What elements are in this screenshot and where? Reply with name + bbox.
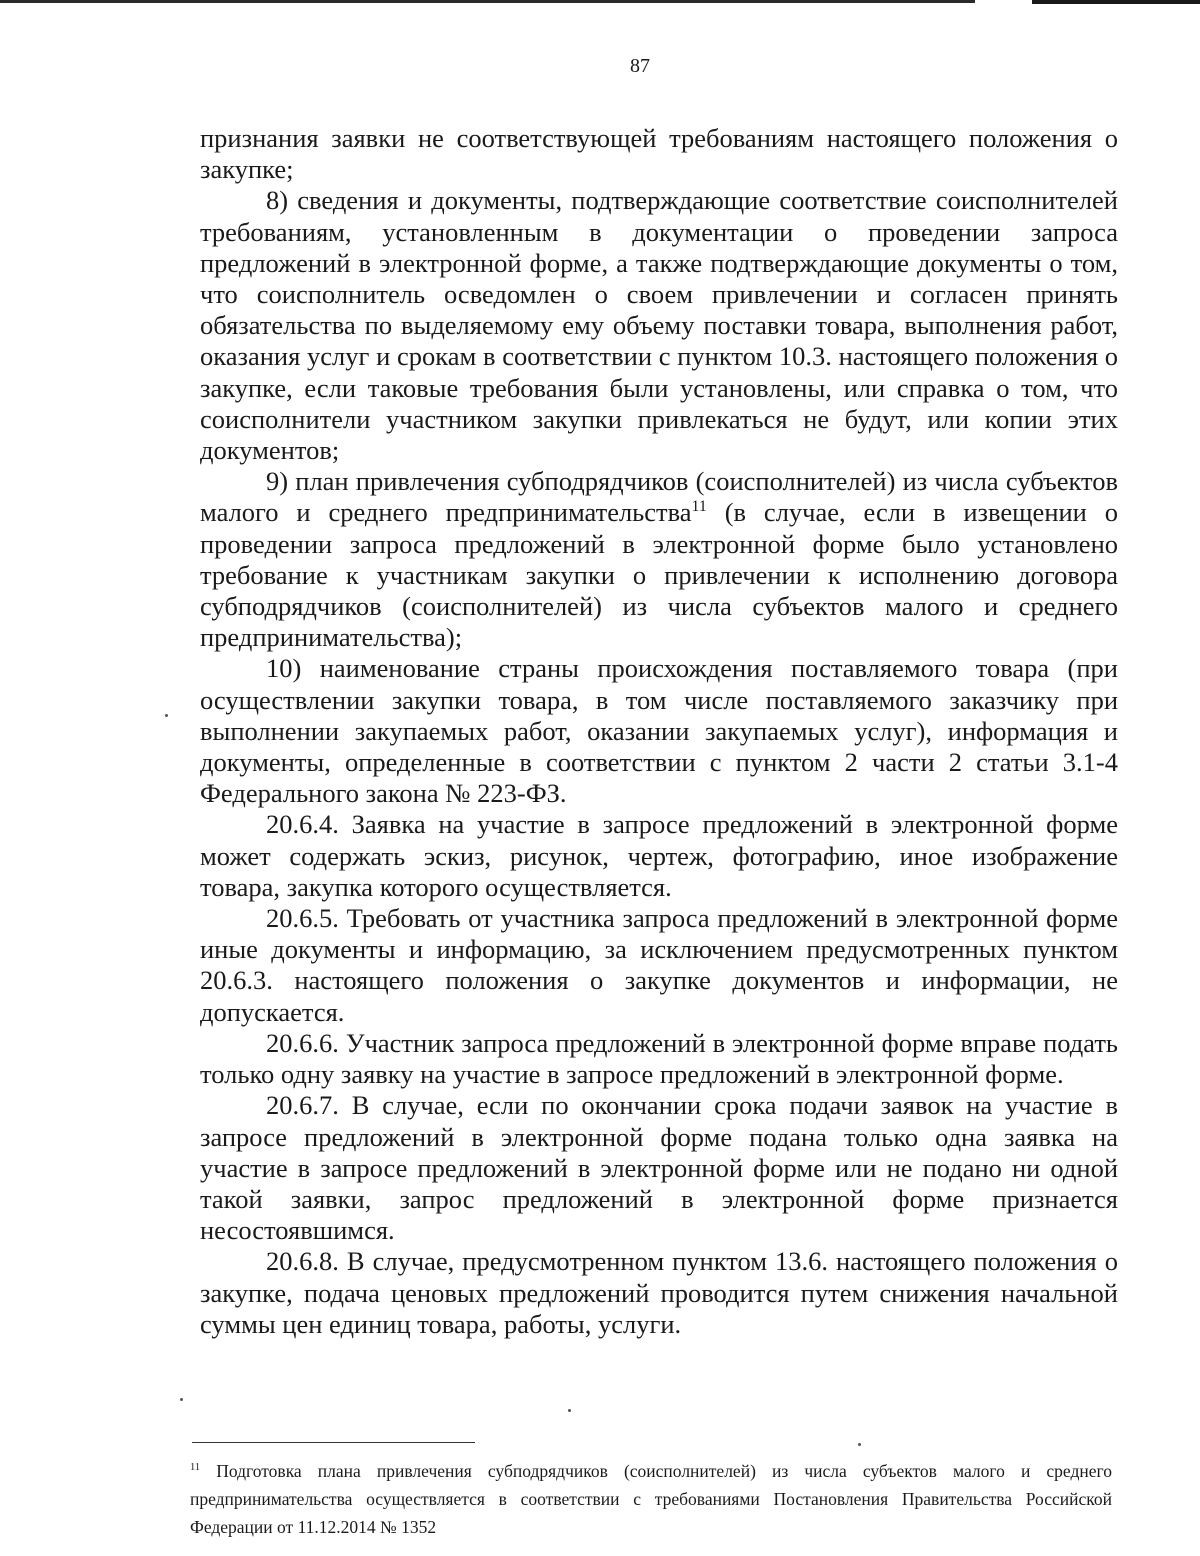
footnote-text: Подготовка плана привлечения субподрядчиков (соисполнителей) из числа субъектов малого и среднего предпринимательства осуществляется в соответствии с требованиями Постановления Правительства Российской Федерации от 11.12.2014 № 1352 [190, 1461, 1112, 1537]
page-number: 87 [630, 55, 650, 77]
scan-speck [568, 1409, 571, 1412]
item-9-text-before: 9) план привлечения субподрядчиков (соисполнителей) из числа субъектов малого и среднего предпринимательства [200, 466, 1118, 528]
scan-edge-line [0, 0, 975, 3]
paragraph-item-9 [200, 466, 1118, 653]
paragraph-item-8: 8) сведения и документы, подтверждающие соответствие соисполнителей требованиям, установленным в документации о проведении запроса предложений в электронной форме, а также подтверждающие документы о том, что соисполнитель осведомлен о своем привлечении и согласен принять обязательства по выделяемому ему объему поставки товара, выполнения работ, оказания услуг и срокам в соответствии с пунктом 10.3. настоящего положения о закупке, если таковые требования были установлены, или справка о том, что соисполнители участником закупки привлекаться не будут, или копии этих документов; [200, 185, 1118, 466]
scan-speck [858, 1443, 861, 1446]
footnote [190, 1457, 1112, 1541]
paragraph-20-6-6: 20.6.6. Участник запроса предложений в электронной форме вправе подать только одну заявку на участие в запросе предложений в электронной форме. [200, 1027, 1118, 1090]
footnote-reference[interactable]: 11 [691, 498, 707, 516]
scan-speck [165, 714, 168, 717]
footnote-marker: 11 [190, 1462, 201, 1474]
item-9-text-after: (в случае, если в извещении о проведении запроса предложений в электронной форме было установлено требование к участникам закупки о привлечении к исполнению договора субподрядчиков (соисполнителей) из числа субъектов малого и среднего предпринимательства); [200, 497, 1118, 653]
paragraph-20-6-4: 20.6.4. Заявка на участие в запросе предложений в электронной форме может содержать эскиз, рисунок, чертеж, фотографию, иное изображение товара, закупка которого осуществляется. [200, 809, 1118, 902]
scan-edge-line-right [1032, 0, 1200, 4]
paragraph-20-6-8: 20.6.8. В случае, предусмотренном пунктом 13.6. настоящего положения о закупке, подача ценовых предложений проводится путем снижения начальной суммы цен единиц товара, работы, услуги. [200, 1246, 1118, 1339]
scan-speck [180, 1398, 183, 1401]
paragraph-20-6-7: 20.6.7. В случае, если по окончании срока подачи заявок на участие в запросе предложений в электронной форме подана только одна заявка на участие в запросе предложений в электронной форме или не подано ни одной такой заявки, запрос предложений в электронной форме признается несостоявшимся. [200, 1090, 1118, 1246]
paragraph-continuation: признания заявки не соответствующей требованиям настоящего положения о закупке; [200, 123, 1118, 185]
paragraph-20-6-5: 20.6.5. Требовать от участника запроса предложений в электронной форме иные документы и информацию, за исключением предусмотренных пунктом 20.6.3. настоящего положения о закупке документов и информации, не допускается. [200, 903, 1118, 1027]
footnote-divider [192, 1442, 475, 1443]
paragraph-item-10: 10) наименование страны происхождения поставляемого товара (при осуществлении закупки товара, в том числе поставляемого заказчику при выполнении закупаемых работ, оказании закупаемых услуг), информация и документы, определенные в соответствии с пунктом 2 части 2 статьи 3.1-4 Федерального закона № 223-ФЗ. [200, 653, 1118, 809]
document-body [200, 123, 1118, 1340]
